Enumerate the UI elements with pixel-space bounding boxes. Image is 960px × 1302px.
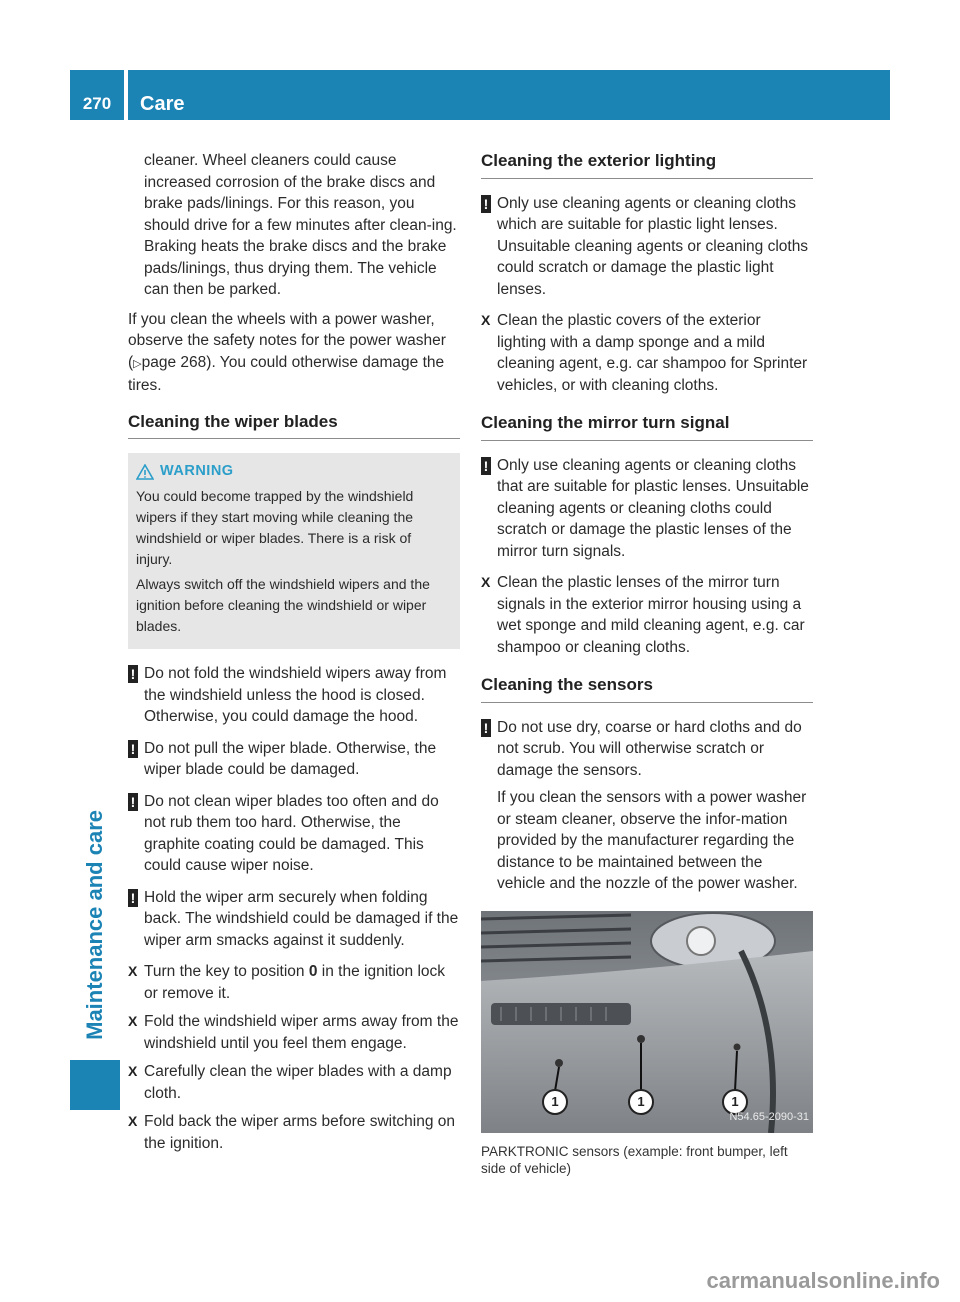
exterior-lighting-heading: Cleaning the exterior lighting xyxy=(481,150,813,179)
step-item xyxy=(481,572,813,658)
warning-triangle-icon xyxy=(136,464,154,480)
page-number: 270 xyxy=(82,94,112,113)
parktronic-photo xyxy=(481,911,813,1133)
step-text: Clean the plastic covers of the exterior lighting with a damp sponge and a mild cleaning agent, e.g. car shampoo for Sprinter vehicles, or with cleaning cloths. xyxy=(497,312,808,394)
exclamation-icon: ! xyxy=(128,793,138,811)
step-text xyxy=(144,961,460,1004)
exclamation-icon: ! xyxy=(481,195,491,213)
step-text: Clean the plastic lenses of the mirror turn signals in the exterior mirror housing using a wet sponge and mild cleaning agent, e.g. car shampoo or cleaning cloths. xyxy=(497,574,805,656)
note-text: Do not pull the wiper blade. Otherwise, the wiper blade could be damaged. xyxy=(144,739,437,778)
note-item xyxy=(128,791,460,877)
key-position: 0 xyxy=(308,963,318,980)
note-item xyxy=(481,717,813,901)
exclamation-icon: ! xyxy=(128,889,138,907)
note-text xyxy=(497,717,813,901)
side-tab xyxy=(70,180,120,1040)
callout-marker: 1 xyxy=(542,1089,568,1115)
sensor-note-text-2: If you clean the sensors with a power washer or steam cleaner, observe the infor-mation provided by the manufacturer regarding the distance to be maintained between the vehicle and the nozzle of the power washer. xyxy=(497,789,807,892)
note-item xyxy=(128,738,460,781)
step-arrow-icon: X xyxy=(481,312,491,328)
note-item xyxy=(128,887,460,952)
note-text: Do not fold the windshield wipers away from the windshield unless the hood is closed. Otherwise, you could damage the hood. xyxy=(144,665,447,725)
intro-paragraph: cleaner. Wheel cleaners could cause increased corrosion of the brake discs and brake pads/linings. For this reason, you should drive for a few minutes after clean-ing. Braking heats the brake discs and the brake pads/linings, thus drying them. The vehicle can then be parked. xyxy=(144,152,457,298)
step-arrow-icon: X xyxy=(128,1113,138,1129)
warning-text-2: Always switch off the windshield wipers and the ignition before cleaning the windshield or wiper blades. xyxy=(136,576,430,634)
exclamation-icon: ! xyxy=(481,457,491,475)
step-text: Fold the windshield wiper arms away from the windshield until you feel them engage. xyxy=(144,1013,459,1052)
step-arrow-icon: X xyxy=(128,1063,138,1079)
power-washer-paragraph xyxy=(128,309,460,397)
exclamation-icon: ! xyxy=(481,719,491,737)
note-item xyxy=(128,663,460,728)
step-text-part: in the ignition lock or remove it. xyxy=(144,963,446,1002)
header-bar xyxy=(70,70,890,120)
mirror-turn-signal-heading: Cleaning the mirror turn signal xyxy=(481,412,813,441)
step-arrow-icon: X xyxy=(128,963,138,979)
step-item xyxy=(128,961,460,1004)
page-ref-link[interactable]: page 268). You could otherwise damage the tires. xyxy=(128,353,445,394)
note-text: Only use cleaning agents or cleaning cloths that are suitable for plastic lenses. Unsuitable cleaning agents or cleaning cloths could scratch or damage the plastic lenses of the mirror turn signals. xyxy=(497,456,809,560)
section-title: Care xyxy=(140,93,185,115)
warning-title: WARNING xyxy=(160,463,234,479)
header-divider xyxy=(124,70,128,120)
note-text: Do not clean wiper blades too often and do not rub them too hard. Otherwise, the graphite coating could be damaged. This could cause wiper noise. xyxy=(144,792,439,874)
figure-caption: PARKTRONIC sensors (example: front bumper, left side of vehicle) xyxy=(481,1143,788,1176)
step-text: Carefully clean the wiper blades with a damp cloth. xyxy=(144,1063,452,1102)
step-item xyxy=(128,1061,460,1104)
exclamation-icon: ! xyxy=(128,665,138,683)
step-text-part: Turn the key to position xyxy=(144,963,309,980)
warning-box xyxy=(128,453,460,649)
step-arrow-icon: X xyxy=(128,1013,138,1029)
side-tab-label: Maintenance and care xyxy=(82,810,107,1040)
sensors-heading: Cleaning the sensors xyxy=(481,674,813,703)
warning-text-1: You could become trapped by the windshield wipers if they start moving while cleaning the windshield or wiper blades. There is a risk of injury. xyxy=(136,488,414,567)
step-arrow-icon: X xyxy=(481,574,491,590)
exclamation-icon: ! xyxy=(128,740,138,758)
side-tab-block xyxy=(70,1060,120,1110)
step-item xyxy=(128,1111,460,1154)
step-item xyxy=(481,310,813,396)
figure-label: N54.65-2090-31 xyxy=(729,1111,809,1123)
step-item xyxy=(128,1011,460,1054)
page-ref-arrow-icon: ▷ xyxy=(133,357,142,370)
note-text: Only use cleaning agents or cleaning cloths which are suitable for plastic light lenses. Unsuitable cleaning agents or cleaning cloths could scratch or damage the plastic light lenses. xyxy=(497,194,809,298)
watermark: carmanualsonline.info xyxy=(706,1268,940,1293)
note-text: Hold the wiper arm securely when folding back. The windshield could be damaged if the wiper arm smacks against it suddenly. xyxy=(144,888,459,949)
note-item xyxy=(481,193,813,301)
note-item xyxy=(481,455,813,563)
callout-marker: 1 xyxy=(722,1089,748,1115)
step-text: Fold back the wiper arms before switching on the ignition. xyxy=(144,1113,456,1152)
left-column xyxy=(128,150,460,1161)
callout-marker: 1 xyxy=(628,1089,654,1115)
power-washer-text: If you clean the wheels with a power washer, observe the safety notes for the power washer ( xyxy=(128,310,446,371)
wiper-heading: Cleaning the wiper blades xyxy=(128,411,460,440)
right-column xyxy=(481,150,813,1177)
sensor-note-text-1: Do not use dry, coarse or hard cloths and do not scrub. You will otherwise scratch or damage the sensors. xyxy=(497,718,802,779)
